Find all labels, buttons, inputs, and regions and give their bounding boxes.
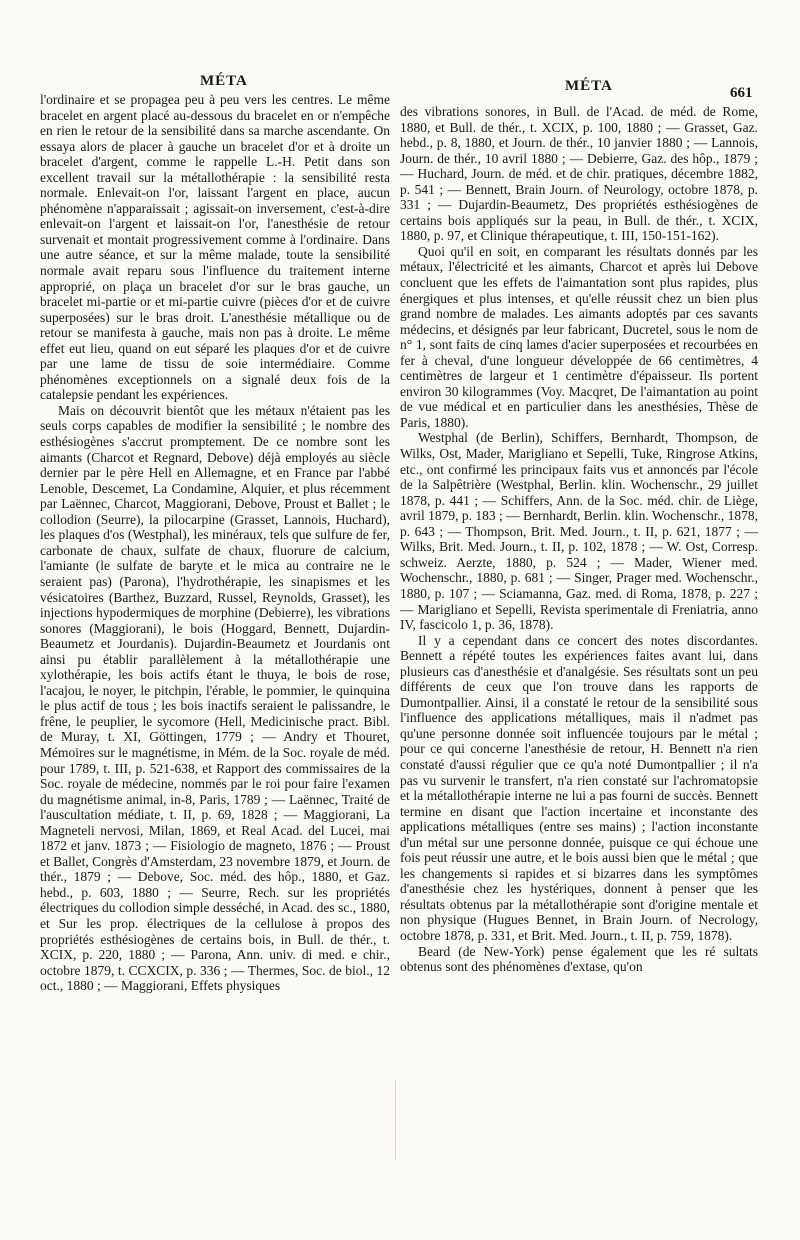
paragraph: Il y a cependant dans ce concert des notes discordantes. Bennett a répété toutes les expériences faites avant lui, dans plusieurs cas d'anesthésie et d'analgésie. Ses résultats sont un peu différents de ceux que l'on trouve dans les rapports de Dumontpallier. Ainsi, il a constaté le retour de la sensibilité sous l'influence des applications métalliques, mais il n'admet pas qu'une personne donnée soit influencée toujours par le métal ; pour ce qui concerne l'anesthésie de retour, H. Bennett n'a rien constaté d'aussi régulier que ce qu'a noté Dumontpallier ; il n'a pas vu survenir le transfert, n'a rien constaté sur l'achromatopsie et la métallothérapie interne ne lui a pas fourni de succès. Bennett termine en disant que l'action incertaine et inconstante des applications métalliques (entre ses mains) ; l'action inconstante d'un métal sur une personne donnée, puisque ce qui échoue une fois peut réussir une autre, et le bois aussi bien que le métal ; que les changements si rapides et si bizarres dans les symptômes d'anesthésie chez les hystériques, donnent à penser que les résultats obtenus par la métallothérapie sont d'origine mentale et non physique (Hugues Bennet, in Brain Journ. of Necrology, octobre 1878, p. 331, et Brit. Med. Journ., t. II, p. 759, 1878). xyxy=(400,632,758,943)
page-number: 661 xyxy=(730,85,753,101)
paragraph: Beard (de New-York) pense également que les ré sultats obtenus sont des phénomènes d'extase, qu'on xyxy=(400,943,758,975)
paragraph: Mais on découvrit bientôt que les métaux n'étaient pas les seuls corps capables de modifier la sensibilité ; le nombre des esthésiogènes s'accrut promptement. De ce nombre sont les aimants (Charcot et Regnard, Debove) déjà employés au siècle dernier par le père Hell en Allemagne, et en France par l'abbé Lenoble, Descemet, La Condamine, Alquier, et plus récemment par Laënnec, Charcot, Maggiorani, Debove, Proust et Ballet ; le collodion (Seurre), la pilocarpine (Grasset, Lannois, Huchard), les plaques d'os (Westphal), les minéraux, tels que sulfure de fer, carbonate de chaux, sulfate de chaux, fluorure de calcium, l'amiante (le sulfate de baryte et le mica au contraire ne le seraient pas) (Parona), l'hydrothérapie, les sinapismes et les vésicatoires (Barthez, Buzzard, Russel, Reynolds, Grasset), les injections hypodermiques de morphine (Debierre), les vibrations sonores (Maggiorani), le bois (Hoggard, Bennett, Dujardin-Beaumetz et Jourdanis). Dujardin-Beaumetz et Jourdanis ont ainsi pu établir parallèlement à la métallothérapie une xylothérapie, les bois actifs étant le thuya, le bois de rose, l'acajou, le noyer, le pitchpin, l'érable, le pommier, le quinquina le plus actif de tous ; les bois inactifs seraient le palissandre, le frêne, le peuplier, le sycomore (Hell, Medicinische pract. Bibl. de Muray, t. XI, Göttingen, 1779 ; — Andry et Thouret, Mémoires sur le magnétisme, in Mém. de la Soc. royale de méd. pour 1789, t. III, p. 521-638, et Rapport des commissaires de la Soc. royale de médecine, nommés par le roi pour faire l'examen du magnétisme animal, in-8, Paris, 1789 ; — Laënnec, Traité de l'auscultation médiate, t. II, p. 69, 1828 ; — Maggiorani, La Magneteli nervosi, Milan, 1869, et Real Acad. del Lucei, mai 1872 et janv. 1873 ; — Fisiologio de magneto, 1876 ; — Proust et Ballet, Congrès d'Amsterdam, 23 novembre 1879, et Journ. de thér., 1879 ; — Debove, Soc. méd. des hôp., 1880, et Gaz. hebd., p. 603, 1880 ; — Seurre, Rech. sur les propriétés électriques du collodion simple desséché, in Acad. des sc., 1880, et Sur les prop. électriques de la cellulose à propos des propriétés esthésiogènes de certains bois, in Bull. de thér., t. XCIX, p. 220, 1880 ; — Parona, Ann. univ. di med. e chir., octobre 1879, t. CCXCIX, p. 336 ; — Thermes, Soc. de biol., 12 oct., 1880 ; — Maggiorani, Effets physiques xyxy=(40,402,390,994)
running-header-left: MÉTA xyxy=(200,73,248,89)
paragraph: l'ordinaire et se propagea peu à peu vers les centres. Le même bracelet en argent placé au-dessous du bracelet en or n'empêche en rien le retour de la sensibilité dans sa marche ascendante. On essaya alors de placer à gauche un bracelet d'or et à droite un bracelet d'argent, comme le rappelle L.-H. Petit dans son excellent travail sur la métallothérapie : la sensibilité resta normale. Enlevait-on l'or, laissant l'argent en place, aucun phénomène n'apparaissait ; agissait-on inversement, c'est-à-dire enlevait-on l'argent et laissait-on l'or, l'anesthésie de retour survenait et montait progressivement comme à l'ordinaire. Dans une autre séance, et sur la même malade, toute la sensibilité normale avait reparu sous l'influence du traitement interne approprié, on plaça un bracelet d'or sur le bras gauche, un bracelet mi-partie or et mi-partie cuivre (pièces d'or et de cuivre superposées) sur le bras droit. L'anesthésie métallique ou de retour se manifesta à gauche, mais non pas à droite. Le même effet eut lieu, quand on eut séparé les plaques d'or et de cuivre par une lame de tissu de soie intermédiaire. Comme phénomènes exceptionnels on a signalé deux fois de la catalepsie pendant les expériences. xyxy=(40,92,390,403)
right-column xyxy=(400,104,758,975)
column-divider xyxy=(395,1080,396,1160)
paragraph: des vibrations sonores, in Bull. de l'Acad. de méd. de Rome, 1880, et Bull. de thér., t. XCIX, p. 100, 1880 ; — Grasset, Gaz. hebd., p. 8, 1880, et Journ. de thér., 10 janvier 1880 ; — Lannois, Journ. de thér., 10 avril 1880 ; — Debierre, Gaz. des hôp., 1879 ; — Huchard, Journ. de méd. et de chir. pratiques, décembre 1882, p. 541 ; — Bennett, Brain Journ. of Neurology, octobre 1878, p. 331 ; — Dujardin-Beaumetz, Des propriétés esthésiogènes de certains bois appliqués sur la peau, in Bull. de thér., t. XCIX, 1880, p. 97, et Clinique thérapeutique, t. III, 150-151-162). xyxy=(400,104,758,244)
running-header-right: MÉTA xyxy=(565,78,613,94)
paragraph: Quoi qu'il en soit, en comparant les résultats donnés par les métaux, l'électricité et les aimants, Charcot et après lui Debove concluent que les effets de l'aimantation sont plus rapides, plus énergiques et plus intenses, et qu'elle réussit chez un bien plus grand nombre de malades. Les aimants adoptés par ces savants médecins, et désignés par leur fabricant, Ducretel, sous le nom de n° 1, sont faits de cinq lames d'acier superposées et recourbées en fer à cheval, d'une longueur développée de 66 centimètres, 4 centimètres de largeur et 1 centimètre d'épaisseur. Ils portent environ 30 kilogrammes (Voy. Macqret, De l'aimantation au point de vue médical et en particulier dans les anesthésies, Thèse de Paris, 1880). xyxy=(400,243,758,430)
paragraph: Westphal (de Berlin), Schiffers, Bernhardt, Thompson, de Wilks, Ost, Mader, Marigliano et Sepelli, Tuke, Ringrose Atkins, etc., ont confirmé les principaux faits vus et annoncés par l'école de la Salpêtrière (Westphal, Berlin. klin. Wochenschr., 29 juillet 1878, p. 441 ; — Schiffers, Ann. de la Soc. méd. chir. de Liège, avril 1879, p. 183 ; — Bernhardt, Berlin. klin. Wochenschr., 1878, p. 643 ; — Thompson, Brit. Med. Journ., t. II, p. 621, 1877 ; — Wilks, Brit. Med. Journ., t. II, p. 102, 1878 ; — W. Ost, Corresp. schweiz. Aerzte, 1880, p. 524 ; — Mader, Wiener med. Wochenschr., 1880, p. 681 ; — Singer, Prager med. Wochenschr., 1880, p. 107 ; — Sciamanna, Gaz. med. di Roma, 1878, p. 227 ; — Marigliano et Sepelli, Revista sperimentale di Freniatria, anno IV, fascicolo 1, p. 36, 1878). xyxy=(400,430,758,633)
left-column xyxy=(40,92,390,994)
